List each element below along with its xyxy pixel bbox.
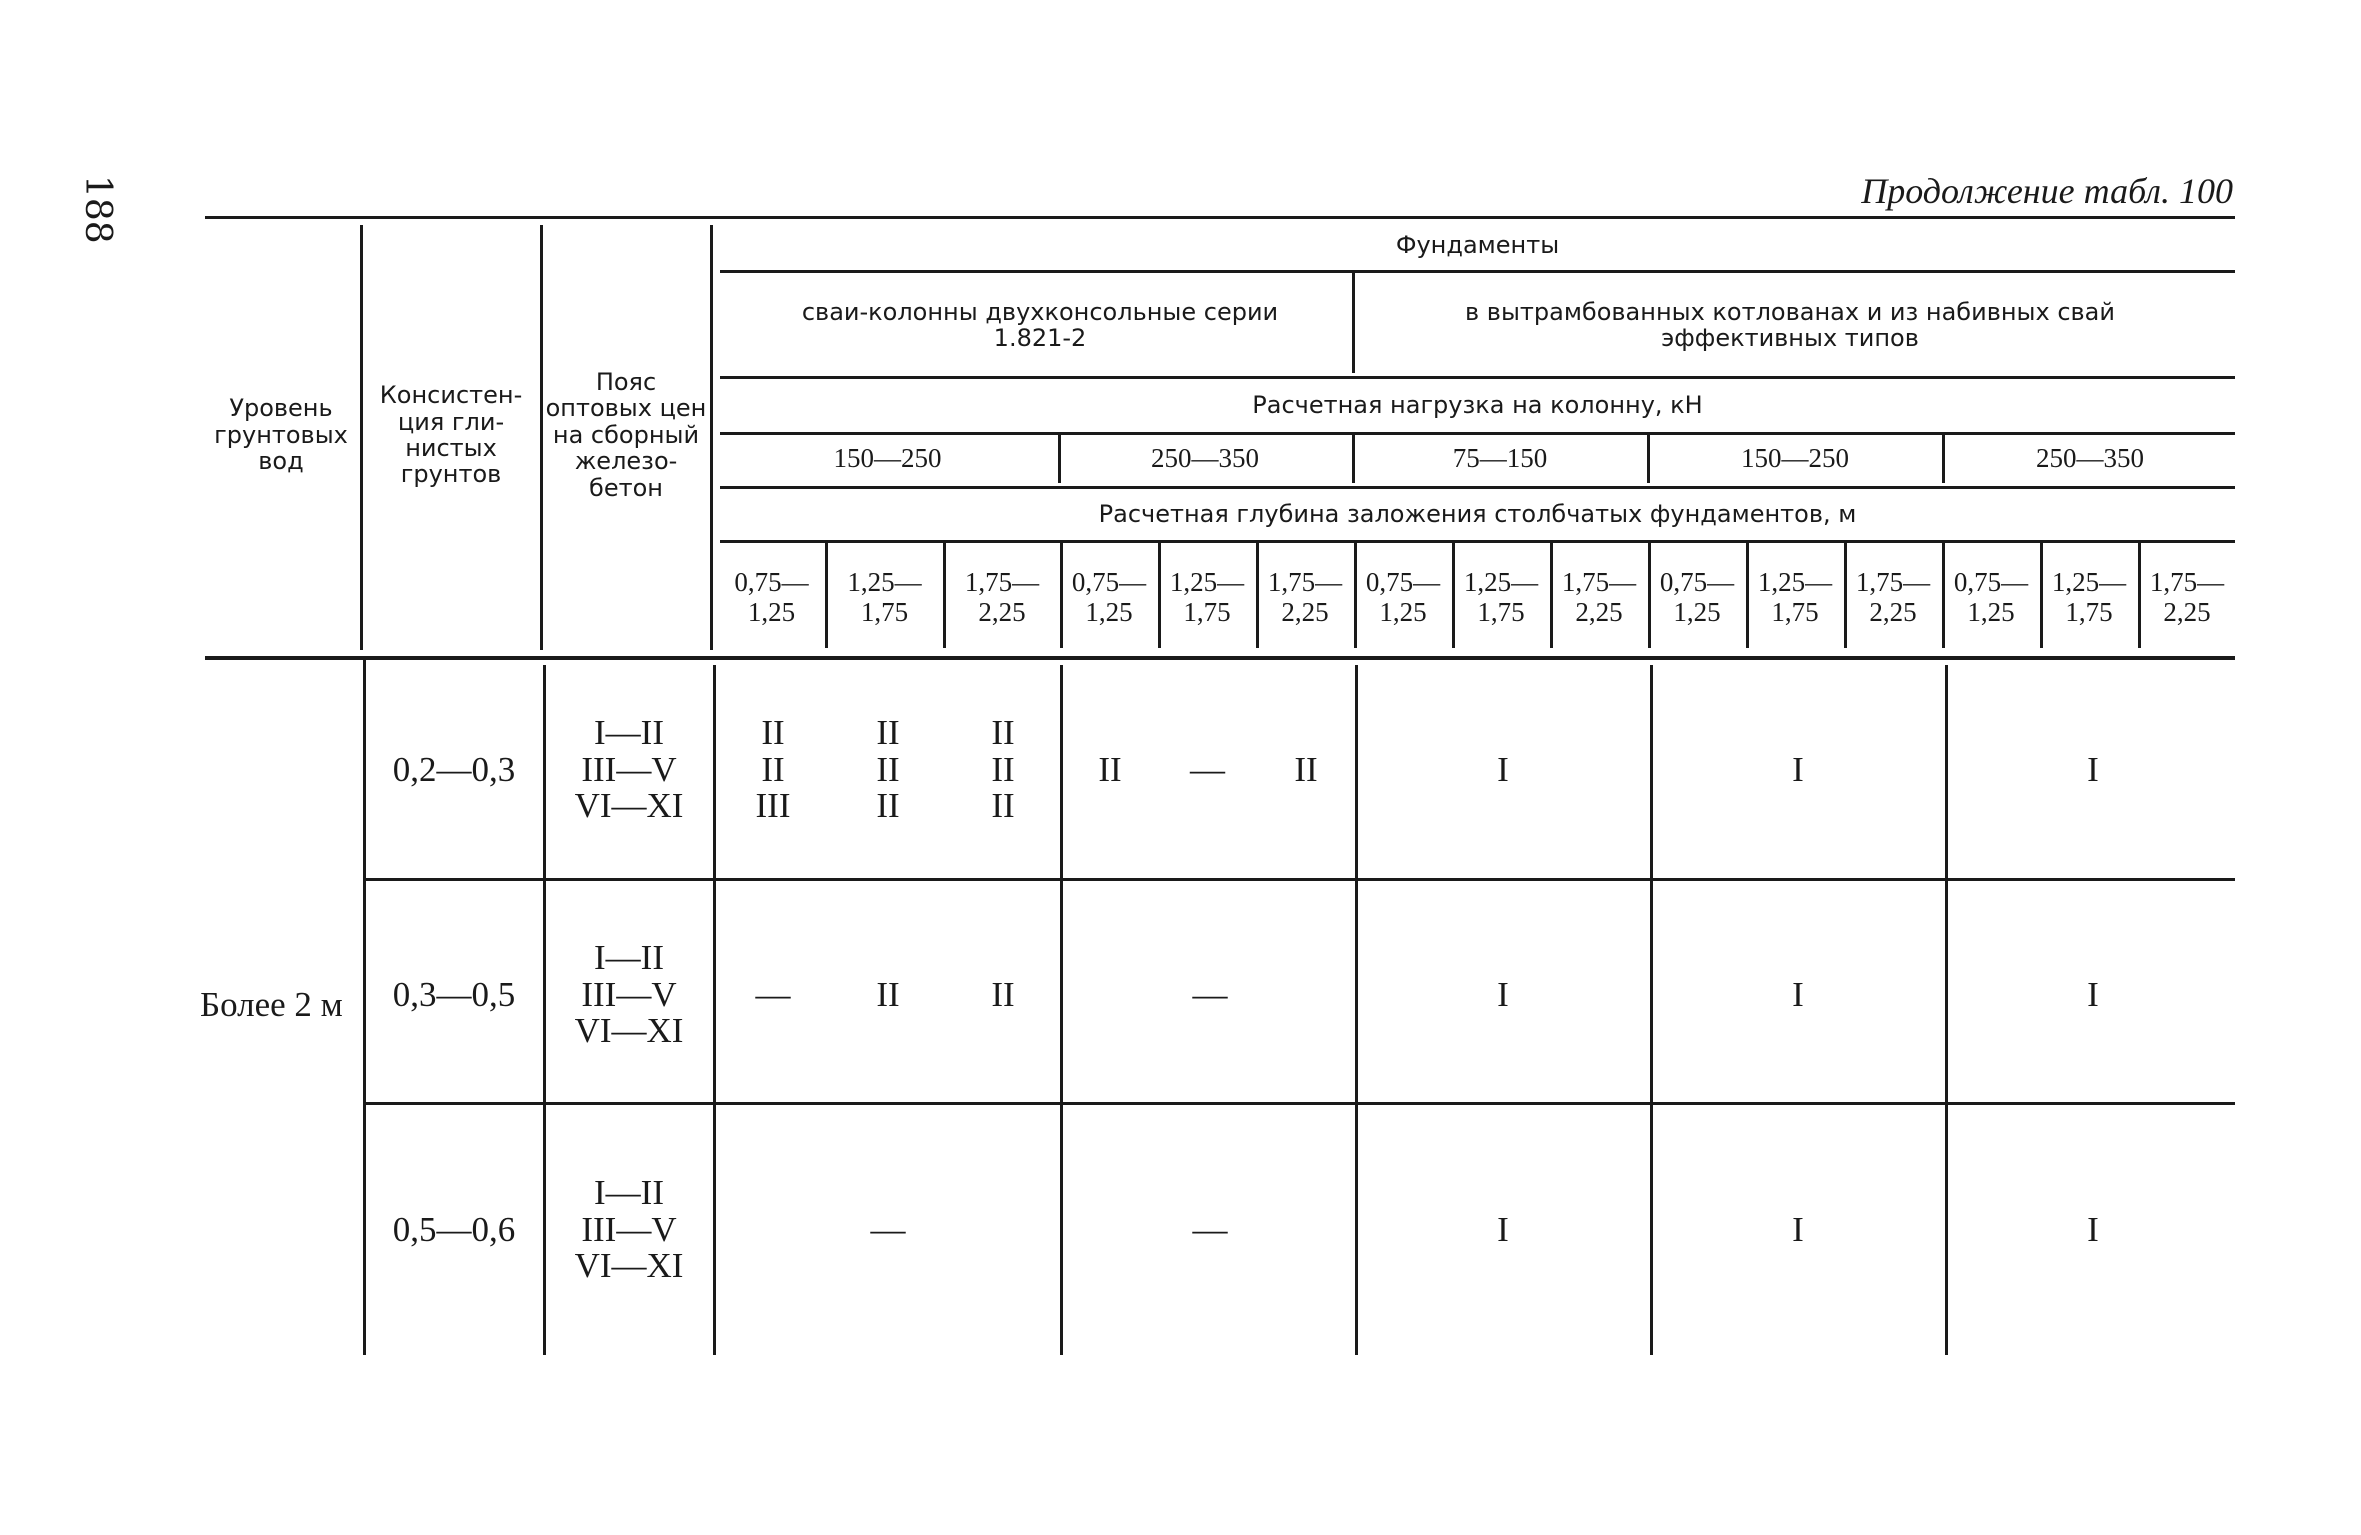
row3-consistency: 0,5—0,6 xyxy=(392,1209,516,1249)
body-vline xyxy=(713,665,716,1355)
row2-cell: — xyxy=(1192,974,1228,1014)
header-depth: 1,75— 2,25 xyxy=(1855,567,1931,627)
row2-consistency: 0,3—0,5 xyxy=(392,974,516,1014)
header-foundations: Фундаменты xyxy=(1395,230,1560,259)
row-rule-1 xyxy=(365,878,2235,881)
header-group-rammed: в вытрамбованных котлованах и из набивных свай эффективных типов xyxy=(1465,297,2115,352)
header-depth: 0,75— 1,25 xyxy=(1365,567,1441,627)
table-caption: Продолжение табл. 100 xyxy=(1861,171,2233,211)
body-vline xyxy=(543,665,546,1355)
row1-cell: II II II xyxy=(876,712,900,826)
row3-cell: — xyxy=(1192,1209,1228,1249)
header-vline xyxy=(710,225,713,650)
header-depth: 1,25— 1,75 xyxy=(2051,567,2127,627)
header-load: 75—150 xyxy=(1452,443,1548,474)
header-groundwater-level: Уровень грунтовых вод xyxy=(214,394,348,476)
header-depth: 1,75— 2,25 xyxy=(1561,567,1637,627)
header-depth: 0,75— 1,25 xyxy=(1659,567,1735,627)
row2-cell: I xyxy=(2087,974,2099,1014)
rule-under-foundations xyxy=(720,270,2235,273)
row2-zones: I—II III—V VI—XI xyxy=(574,937,684,1051)
header-vline xyxy=(360,225,363,650)
row1-cell: II xyxy=(1098,749,1122,789)
row1-cell: I xyxy=(1792,749,1804,789)
header-depth: 1,25— 1,75 xyxy=(1463,567,1539,627)
header-consistency: Консистен-ция гли-нистых грунтов xyxy=(379,381,523,489)
page-number: 188 xyxy=(77,175,118,244)
header-depth-label: Расчетная глубина заложения столбчатых фундаментов, м xyxy=(1098,499,1857,528)
header-depth: 1,25— 1,75 xyxy=(1757,567,1833,627)
header-vline xyxy=(540,225,543,650)
top-rule xyxy=(205,216,2235,219)
row1-cell: II II II xyxy=(991,712,1015,826)
rule-under-groups xyxy=(720,376,2235,379)
header-bottom-rule xyxy=(205,656,2235,660)
row1-cell: — xyxy=(1190,749,1225,789)
body-vline xyxy=(1060,665,1063,1355)
header-depth: 1,25— 1,75 xyxy=(847,567,922,627)
rule-under-loads xyxy=(720,486,2235,489)
header-load-label: Расчетная нагрузка на колонну, кН xyxy=(1252,390,1703,419)
row1-cell: II II III xyxy=(755,712,791,826)
header-load: 150—250 xyxy=(833,443,942,474)
row1-cell: II xyxy=(1294,749,1318,789)
row3-zones: I—II III—V VI—XI xyxy=(574,1172,684,1286)
row3-cell: I xyxy=(2087,1209,2099,1249)
row1-consistency: 0,2—0,3 xyxy=(392,749,516,789)
row2-cell: I xyxy=(1792,974,1804,1014)
header-depth: 0,75— 1,25 xyxy=(734,567,809,627)
header-price-zone: Пояс оптовых цен на сборный железо-бетон xyxy=(545,368,707,502)
header-depth: 1,75— 2,25 xyxy=(2149,567,2225,627)
header-load: 250—350 xyxy=(2036,443,2144,474)
row2-cell: II xyxy=(991,974,1015,1014)
row2-cell: II xyxy=(876,974,900,1014)
row2-cell: — xyxy=(755,974,791,1014)
header-group-piles: сваи-колонны двухконсольные серии 1.821-2 xyxy=(801,297,1279,352)
row-rule-2 xyxy=(365,1102,2235,1105)
groundwater-level-value: Более 2 м xyxy=(200,984,343,1024)
header-depth: 1,75— 2,25 xyxy=(1267,567,1343,627)
header-vline xyxy=(1352,273,1355,373)
header-depth: 1,25— 1,75 xyxy=(1169,567,1245,627)
header-depth: 0,75— 1,25 xyxy=(1953,567,2029,627)
header-load: 150—250 xyxy=(1741,443,1849,474)
row2-cell: I xyxy=(1497,974,1509,1014)
row1-cell: I xyxy=(2087,749,2099,789)
row3-cell: I xyxy=(1497,1209,1509,1249)
row1-zones: I—II III—V VI—XI xyxy=(574,712,684,826)
row3-cell: — xyxy=(870,1209,906,1249)
header-depth: 1,75— 2,25 xyxy=(964,567,1040,627)
row1-cell: I xyxy=(1497,749,1509,789)
row3-cell: I xyxy=(1792,1209,1804,1249)
header-depth: 0,75— 1,25 xyxy=(1071,567,1147,627)
rule-under-depth-label xyxy=(720,540,2235,543)
header-load: 250—350 xyxy=(1151,443,1259,474)
